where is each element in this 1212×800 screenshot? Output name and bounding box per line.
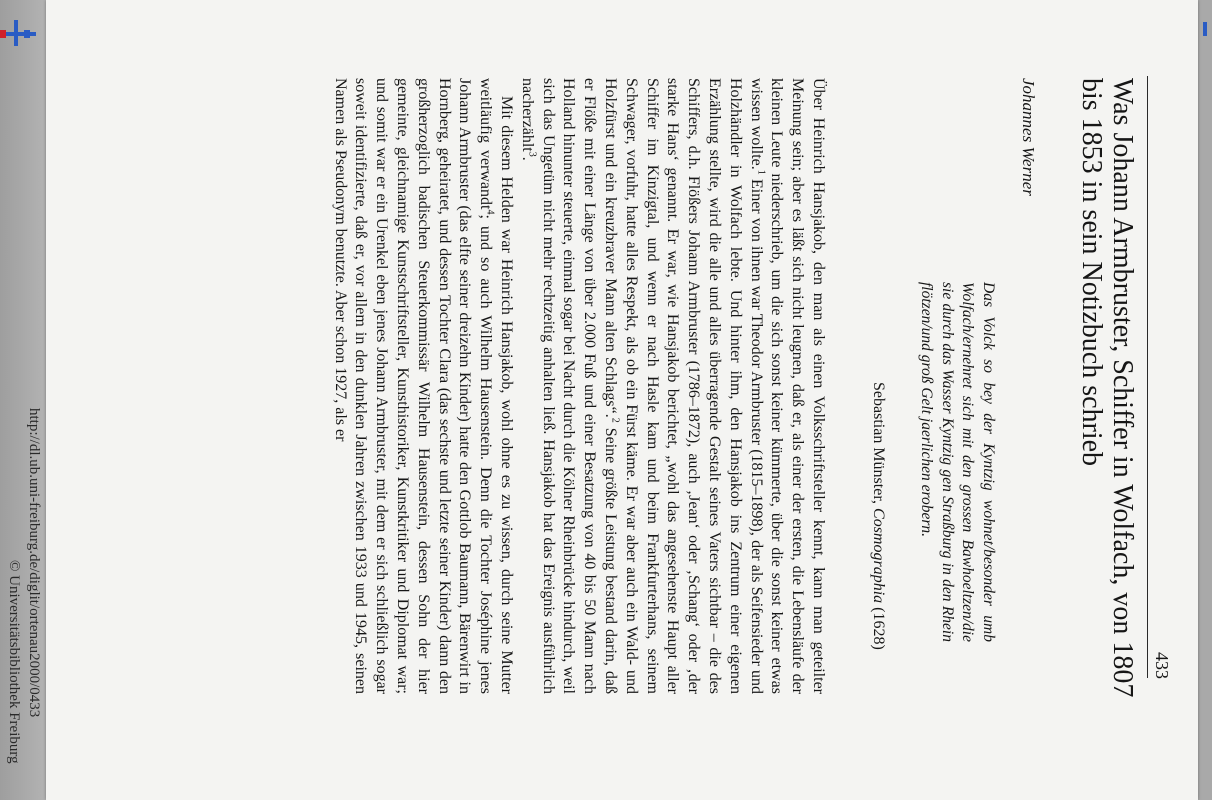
paragraph-1-text-c: Seine größte Leistung bestand darin, daß er Flöße mit einer Länge von über 2.000 Fuß und einer Besatzung von 40 bis 50 Mann nach Holland hinunter steuerte, einmal sogar bei Nacht durch die Kölner Rheinbrücke hindurch, weil sich das Ungetüm nicht mehr rechtzeitig anhalten ließ. Hansjakob hat das Ereignis ausführlich nacherzählt — [518, 78, 620, 695]
page-number: 433 — [1152, 652, 1172, 679]
epigraph-source — [868, 382, 888, 650]
flag-marker-icon-right — [1200, 22, 1210, 36]
footnote-ref-1: 1 — [754, 169, 766, 175]
epigraph-source-author: Sebastian Münster, — [870, 382, 887, 505]
footnote-ref-4: 4 — [484, 209, 496, 215]
epigraph-quote: Das Volck so bey der Kyntzig wohnet/besonder umb Wolfach/ernehret sich mit den grossen Bawhoeltzen/die sie durch das Wasser Kyntzig gen Straßburg in den Rhein flötzen/und groß Gelt jaerlichen erobern. — [918, 282, 997, 642]
paragraph-1-text-a: Über Heinrich Hansjakob, den man als einen Volksschriftsteller kennt, kann man geteilter Meinung sein; aber es läßt sich nicht leugnen, daß er, als einer der ersten, die Lebensläufe der kleinen Leute niederschrieb, um die sich sonst keiner kümmerte, über die sonst keiner etwas wissen wollte. — [747, 78, 827, 694]
epigraph-source-work: Cosmographia — [870, 508, 887, 604]
copyright-notice: © Universitätsbibliothek Freiburg — [6, 560, 22, 764]
paragraph-1-text-d: . — [518, 156, 536, 161]
title-rule — [1147, 76, 1148, 678]
epigraph-source-year: (1628) — [870, 607, 887, 650]
footnote-ref-2: 2 — [609, 417, 621, 423]
document-page — [46, 0, 1198, 800]
right-gutter — [1198, 0, 1212, 800]
page-content — [46, 0, 1198, 800]
left-gutter — [0, 0, 46, 800]
paragraph-1 — [516, 78, 828, 694]
paragraph-2-text-b: ; und so auch Wilhelm Hausenstein. Denn die Tochter Joséphine jenes Johann Armbruster (das elfte seiner dreizehn Kinder) hatte den Gottlob Baumann, Bärenwirt in Hornberg, geheiratet, und dessen Tochter Clara (das sechste und letzte seiner Kinder) dann den großherzoglich badischen Steuerkommissär Wilhelm Hausenstein, dessen Sohn der hier gemeinte, gleichnamige Kunstschriftsteller, Kunsthistoriker, Kunstkritiker und Diplomat war; und somit war er ein Urenkel eben jenes Johann Armbruster, mit dem er sich schließlich sogar soweit identifizierte, daß er, vor allem in den dunklen Jahren zwischen 1933 und 1945, seinen Namen als Pseudonym benutzte. Aber schon 1927, als er — [331, 78, 495, 694]
document-url[interactable]: http://dl.ub.uni-freiburg.de/diglit/ortenau2000/0433 — [26, 408, 42, 718]
flag-marker-icon — [0, 20, 36, 46]
article-body — [329, 78, 828, 694]
paragraph-2 — [329, 78, 516, 694]
article-title: Was Johann Armbruster, Schiffer in Wolfach, von 1807 bis 1853 in sein Notizbuch schrieb — [1076, 78, 1138, 698]
paragraph-2-text-a: Mit diesem Helden war Heinrich Hansjakob, wohl ohne es zu wissen, durch seine Mutter weitläufig verwandt — [477, 78, 516, 694]
footnote-ref-3: 3 — [526, 151, 538, 157]
author-name: Johannes Werner — [1019, 78, 1038, 196]
paragraph-1-text-b: Einer von ihnen war Theodor Armbruster (1815–1898), der als Seifensieder und Holzhändler in Wolfach lebte. Und hinter ihm, den Hansjakob ins Zentrum einer eigenen Erzählung stellte, wird die alle und alles überragende Gestalt seines Vaters sichtbar – die des Schiffers, d.h. Flößers Johann Armbruster (1786–1872), auch ‚Jean‘ oder ‚Schang‘ oder ‚der starke Hans‘ genannt. Er war, wie Hansjakob berichtet, „wohl das angesehenste Haupt aller Schiffer im Kinzigtal, und wenn er nach Hasle kam und beim Frankfurterhans, seinem Schwager, vorfuhr, hatte alles Respekt, als ob ein Fürst käme. Er war aber auch ein Wald- und Holzfürst und ein kreuzbraver Mann alten Schlags“. — [602, 78, 765, 695]
